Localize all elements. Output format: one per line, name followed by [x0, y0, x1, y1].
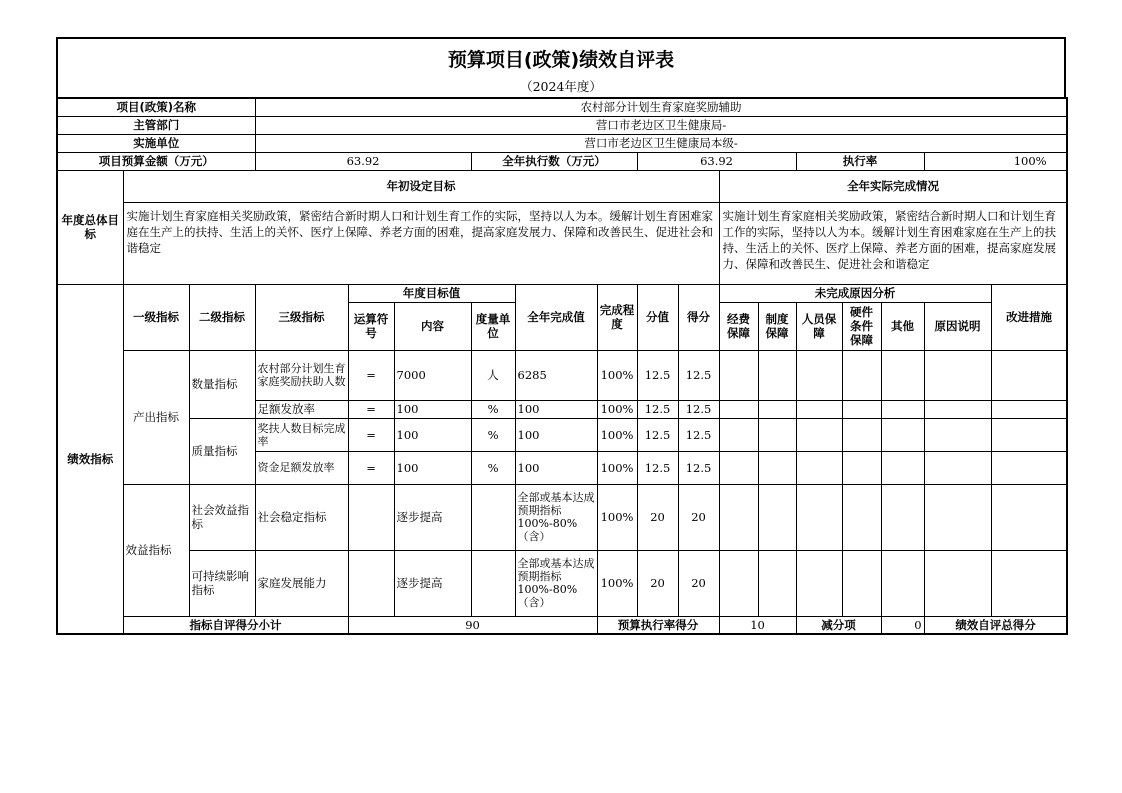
cell-hardware	[842, 418, 881, 451]
cell-improve	[991, 400, 1067, 418]
indicator-section-label: 绩效指标	[57, 284, 123, 634]
indicator-done: 100	[515, 418, 597, 451]
deduct-label: 减分项	[796, 616, 881, 634]
table-row	[57, 484, 1067, 550]
exec-score-label: 预算执行率得分	[597, 616, 719, 634]
budget-value: 63.92	[255, 152, 471, 170]
cell-other	[881, 418, 924, 451]
goal-actual-text: 实施计划生育家庭相关奖励政策，紧密结合新时期人口和计划生育工作的实际，坚持以人为本。缓解计划生育困难家庭在生产上的扶持、生活上的关怀、医疗上保障、养老方面的困难，提高家庭发展力、保障和改善民生、促进社会和谐稳定	[719, 202, 1067, 284]
goal-row-label: 年度总体目标	[57, 170, 123, 284]
indicator-name: 奖扶人数目标完成率	[255, 418, 348, 451]
indicator-value: 12.5	[637, 451, 678, 484]
indicator-score: 12.5	[678, 350, 719, 400]
evaluation-table	[56, 97, 1068, 635]
group-quality: 质量指标	[189, 418, 255, 484]
cell-improve	[991, 484, 1067, 550]
table-row	[57, 418, 1067, 451]
indicator-done: 100	[515, 451, 597, 484]
subtotal-value: 90	[348, 616, 597, 634]
cell-system	[758, 350, 796, 400]
indicator-done: 全部或基本达成预期指标100%-80%（含）	[515, 550, 597, 616]
cell-personnel	[796, 418, 842, 451]
indicator-name: 足额发放率	[255, 400, 348, 418]
cell-hardware	[842, 550, 881, 616]
exec-value: 63.92	[637, 152, 796, 170]
indicator-name: 家庭发展能力	[255, 550, 348, 616]
header-system: 制度保障	[758, 302, 796, 350]
cell-reason	[924, 550, 991, 616]
header-operator: 运算符号	[348, 302, 394, 350]
indicator-operator: =	[348, 400, 394, 418]
dept-label: 主管部门	[57, 116, 255, 134]
cell-system	[758, 451, 796, 484]
indicator-unit: %	[471, 400, 515, 418]
indicator-value: 20	[637, 550, 678, 616]
project-name-label: 项目(政策)名称	[57, 98, 255, 116]
cell-improve	[991, 350, 1067, 400]
group-social: 社会效益指标	[189, 484, 255, 550]
indicator-name: 资金足额发放率	[255, 451, 348, 484]
dept-row	[57, 116, 1067, 134]
group-sustain: 可持续影响指标	[189, 550, 255, 616]
indicator-content: 逐步提高	[394, 550, 471, 616]
goal-initial-text: 实施计划生育家庭相关奖励政策，紧密结合新时期人口和计划生育工作的实际，坚持以人为本。缓解计划生育困难家庭在生产上的扶持、生活上的关怀、医疗上保障、养老方面的困难，提高家庭发展力、保障和改善民生、促进社会和谐稳定	[123, 202, 719, 284]
indicator-operator: =	[348, 350, 394, 400]
header-content: 内容	[394, 302, 471, 350]
year-label: （2024年度）	[520, 79, 602, 94]
unit-value: 营口市老边区卫生健康局本级-	[255, 134, 1067, 152]
indicator-operator	[348, 550, 394, 616]
cell-other	[881, 400, 924, 418]
indicator-score: 12.5	[678, 400, 719, 418]
cell-personnel	[796, 550, 842, 616]
indicator-score: 20	[678, 484, 719, 550]
indicator-operator: =	[348, 451, 394, 484]
indicator-operator	[348, 484, 394, 550]
group-quantity: 数量指标	[189, 350, 255, 418]
indicator-done: 6285	[515, 350, 597, 400]
header-annual-target: 年度目标值	[348, 284, 515, 302]
header-funding: 经费保障	[719, 302, 758, 350]
indicator-value: 12.5	[637, 400, 678, 418]
evaluation-sheet	[56, 37, 1066, 635]
title-block	[56, 37, 1066, 97]
header-completed: 全年完成值	[515, 284, 597, 350]
cell-reason	[924, 484, 991, 550]
cell-reason	[924, 400, 991, 418]
indicator-unit: 人	[471, 350, 515, 400]
total-label: 绩效自评总得分	[924, 616, 1067, 634]
cell-improve	[991, 451, 1067, 484]
indicator-done: 100	[515, 400, 597, 418]
dept-value: 营口市老边区卫生健康局-	[255, 116, 1067, 134]
indicator-score: 20	[678, 550, 719, 616]
indicator-content: 7000	[394, 350, 471, 400]
exec-label: 全年执行数（万元）	[471, 152, 637, 170]
cell-hardware	[842, 400, 881, 418]
indicator-degree: 100%	[597, 400, 637, 418]
indicator-unit	[471, 550, 515, 616]
cell-personnel	[796, 350, 842, 400]
budget-label: 项目预算金额（万元）	[57, 152, 255, 170]
page-title: 预算项目(政策)绩效自评表	[447, 49, 675, 71]
header-reason-group: 未完成原因分析	[719, 284, 991, 302]
cell-reason	[924, 350, 991, 400]
cell-system	[758, 400, 796, 418]
cell-reason	[924, 451, 991, 484]
cell-system	[758, 550, 796, 616]
cell-reason	[924, 418, 991, 451]
header-improve: 改进措施	[991, 284, 1067, 350]
group-output: 产出指标	[123, 350, 189, 484]
cell-personnel	[796, 484, 842, 550]
group-benefit: 效益指标	[123, 484, 189, 616]
header-level3: 三级指标	[255, 284, 348, 350]
footer-row	[57, 616, 1067, 634]
indicator-content: 100	[394, 400, 471, 418]
header-score-value: 分值	[637, 284, 678, 350]
indicator-value: 12.5	[637, 350, 678, 400]
header-other: 其他	[881, 302, 924, 350]
cell-improve	[991, 550, 1067, 616]
cell-other	[881, 451, 924, 484]
indicator-degree: 100%	[597, 350, 637, 400]
indicator-name: 农村部分计划生育家庭奖励扶助人数	[255, 350, 348, 400]
subtotal-label: 指标自评得分小计	[123, 616, 348, 634]
exec-score-value: 10	[719, 616, 796, 634]
cell-funding	[719, 350, 758, 400]
indicator-score: 12.5	[678, 418, 719, 451]
cell-funding	[719, 550, 758, 616]
cell-hardware	[842, 451, 881, 484]
cell-personnel	[796, 400, 842, 418]
budget-row	[57, 152, 1067, 170]
indicator-unit: %	[471, 418, 515, 451]
header-hardware: 硬件条件保障	[842, 302, 881, 350]
table-row	[57, 350, 1067, 400]
cell-funding	[719, 400, 758, 418]
cell-personnel	[796, 451, 842, 484]
rate-label: 执行率	[796, 152, 924, 170]
header-unit: 度量单位	[471, 302, 515, 350]
cell-hardware	[842, 350, 881, 400]
cell-system	[758, 418, 796, 451]
project-name-value: 农村部分计划生育家庭奖励辅助	[255, 98, 1067, 116]
indicator-degree: 100%	[597, 550, 637, 616]
header-reason: 原因说明	[924, 302, 991, 350]
indicator-header-row-1	[57, 284, 1067, 302]
indicator-degree: 100%	[597, 484, 637, 550]
indicator-content: 100	[394, 418, 471, 451]
unit-row	[57, 134, 1067, 152]
project-name-row	[57, 98, 1067, 116]
goal-text-row	[57, 202, 1067, 284]
cell-funding	[719, 451, 758, 484]
indicator-unit	[471, 484, 515, 550]
goal-initial-label: 年初设定目标	[123, 170, 719, 202]
table-row	[57, 550, 1067, 616]
header-level1: 一级指标	[123, 284, 189, 350]
indicator-operator: =	[348, 418, 394, 451]
indicator-score: 12.5	[678, 451, 719, 484]
header-personnel: 人员保障	[796, 302, 842, 350]
indicator-name: 社会稳定指标	[255, 484, 348, 550]
indicator-value: 12.5	[637, 418, 678, 451]
goal-actual-label: 全年实际完成情况	[719, 170, 1067, 202]
goal-header-row	[57, 170, 1067, 202]
indicator-done: 全部或基本达成预期指标100%-80%（含）	[515, 484, 597, 550]
cell-hardware	[842, 484, 881, 550]
cell-improve	[991, 418, 1067, 451]
indicator-degree: 100%	[597, 451, 637, 484]
indicator-unit: %	[471, 451, 515, 484]
indicator-content: 100	[394, 451, 471, 484]
header-score: 得分	[678, 284, 719, 350]
header-level2: 二级指标	[189, 284, 255, 350]
cell-funding	[719, 418, 758, 451]
header-degree: 完成程度	[597, 284, 637, 350]
indicator-degree: 100%	[597, 418, 637, 451]
indicator-value: 20	[637, 484, 678, 550]
cell-funding	[719, 484, 758, 550]
cell-system	[758, 484, 796, 550]
deduct-value: 0	[881, 616, 924, 634]
cell-other	[881, 350, 924, 400]
rate-value: 100%	[924, 152, 1067, 170]
cell-other	[881, 484, 924, 550]
cell-other	[881, 550, 924, 616]
indicator-content: 逐步提高	[394, 484, 471, 550]
unit-label: 实施单位	[57, 134, 255, 152]
